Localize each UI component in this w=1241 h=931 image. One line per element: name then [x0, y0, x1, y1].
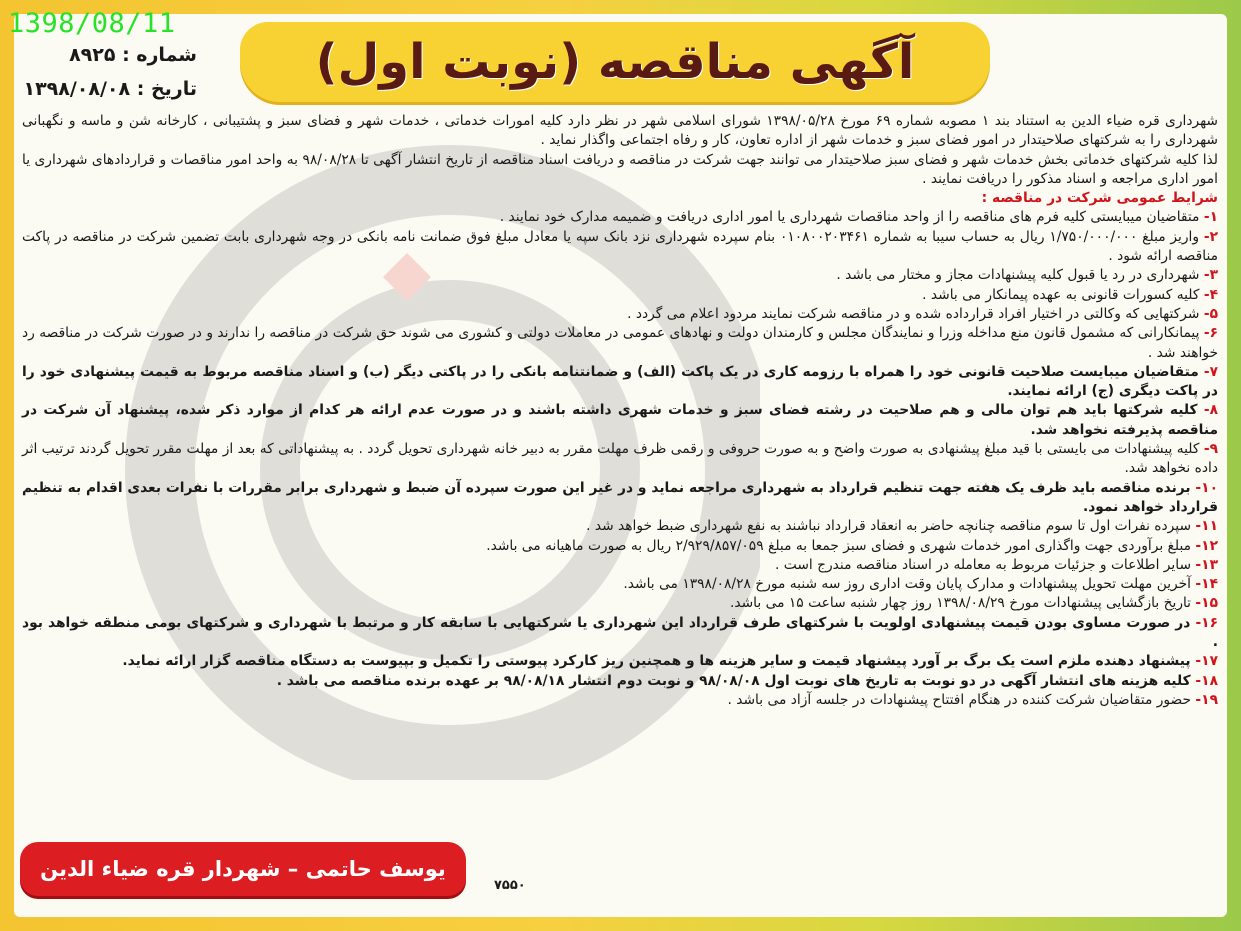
condition-item: [22, 652, 1218, 671]
condition-number: ۱۷-: [1195, 653, 1218, 670]
condition-item: [22, 672, 1218, 691]
conditions-title: شرایط عمومی شرکت در مناقصه :: [981, 190, 1218, 207]
signature-text: یوسف حاتمی – شهردار قره ضیاء الدین: [40, 857, 446, 881]
condition-text: متقاضیان میبایست صلاحیت قانونی خود را همراه با رزومه کاری در یک پاکت (الف) و ضمانتنامه بانکی را در پاکتی دیگر (ب) و اسناد مناقصه مربوط به قیمت پیشنهادی خود را در پاکت دیگری (ج) ارائه نمایند.: [22, 363, 1218, 400]
condition-text: کلیه هزینه های انتشار آگهی در دو نوبت به تاریخ های نوبت اول ۹۸/۰۸/۰۸ و نوبت دوم انتشار ۹۸/۰۸/۱۸ بر عهده برنده مناقصه می باشد .: [276, 672, 1191, 689]
intro-paragraph: لذا کلیه شرکتهای خدماتی بخش خدمات شهر و فضای سبز صلاحیتدار می توانند جهت شرکت در مناقصه و دریافت اسناد مناقصه از تاریخ انتشار آگهی تا ۹۸/۰۸/۲۸ به واحد امور مناقصات و قراردادهای شهرداری یا امور اداری مراجعه و اسناد مذکور را دریافت نمایند .: [22, 151, 1218, 187]
condition-text: شهرداری در رد یا قبول کلیه پیشنهادات مجاز و مختار می باشد .: [836, 267, 1200, 284]
condition-text: کلیه شرکتها باید هم توان مالی و هم صلاحیت در رشته فضای سبز و خدمات شهری داشته باشند و در صورت عدم ارائه هر کدام از موارد ذکر شده، پیشنهاد آن شرکت در مناقصه پذیرفته نخواهد شد.: [22, 402, 1218, 438]
condition-number: ۹-: [1203, 441, 1218, 458]
condition-item: [22, 517, 1218, 536]
condition-number: ۱۲-: [1195, 537, 1218, 554]
condition-item: [22, 228, 1218, 267]
condition-item: [22, 363, 1218, 402]
condition-item: [22, 401, 1218, 440]
condition-item: [22, 556, 1218, 575]
condition-number: ۴-: [1203, 286, 1218, 303]
condition-item: [22, 691, 1218, 710]
condition-item: [22, 208, 1218, 227]
condition-number: ۸-: [1203, 402, 1218, 419]
condition-number: ۵-: [1203, 305, 1218, 322]
title-banner: [240, 22, 990, 102]
condition-item: [22, 614, 1218, 653]
condition-text: سپرده نفرات اول تا سوم مناقصه چنانچه حاضر به انعقاد قرارداد نباشند به نفع شهرداری ضبط خواهد شد .: [586, 518, 1192, 535]
condition-number: ۱-: [1203, 209, 1218, 226]
condition-text: کلیه کسورات قانونی به عهده پیمانکار می باشد .: [922, 286, 1200, 303]
condition-item: [22, 537, 1218, 556]
intro-paragraph: شهرداری قره ضیاء الدین به استناد بند ۱ مصوبه شماره ۶۹ مورخ ۱۳۹۸/۰۵/۲۸ شورای اسلامی شهر در نظر دارد کلیه امورات خدماتی ، خدمات شهر و فضای سبز و پشتیبانی ، کارخانه شن و ماسه و نگهبانی شهرداری را به شرکتهای صلاحیتدار در امور فضای سبز و خدمات شهر از اداره تعاون، کار و رفاه اجتماعی واگذار نماید .: [22, 113, 1218, 149]
condition-text: واریز مبلغ ۱/۷۵۰/۰۰۰/۰۰۰ ریال به حساب سیبا به شماره ۰۱۰۸۰۰۲۰۳۴۶۱ بنام سپرده شهرداری نزد بانک سپه یا معادل مبلغ فوق ضمانت نامه بانکی در وجه شهرداری بابت تضمین شرکت در مناقصه در پاکت مناقصه ارائه شود .: [22, 228, 1218, 265]
ad-body: [22, 112, 1218, 710]
condition-number: ۶-: [1203, 325, 1219, 342]
condition-number: ۱۰-: [1195, 479, 1218, 496]
ad-code: ۷۵۵۰: [494, 878, 526, 893]
condition-number: ۱۸-: [1195, 672, 1218, 689]
condition-text: متقاضیان میبایستی کلیه فرم های مناقصه را از واحد مناقصات شهرداری یا امور اداری دریافت و ضمیمه مدارک خود نمایند .: [499, 209, 1200, 226]
condition-text: آخرین مهلت تحویل پیشنهادات و مدارک پایان وقت اداری روز سه شنبه مورخ ۱۳۹۸/۰۸/۲۸ می باشد.: [623, 576, 1192, 593]
condition-item: [22, 594, 1218, 613]
ad-number: شماره : ۸۹۲۵: [69, 44, 197, 66]
ad-meta: [23, 38, 197, 106]
condition-number: ۱۱-: [1195, 518, 1218, 535]
condition-text: برنده مناقصه باید ظرف یک هفته جهت تنظیم قرارداد به شهرداری مراجعه نماید و در غیر این صورت سپرده آن ضبط و شهرداری برابر مقررات با نفرات بعدی اقدام به تنظیم قرارداد خواهد نمود.: [22, 479, 1218, 515]
condition-text: پیشنهاد دهنده ملزم است یک برگ بر آورد پیشنهاد قیمت و سایر هزینه ها و همچنین ریز کارکرد پیوستی را تکمیل و بپیوست به دستگاه مناقصه گزار ارائه نماید.: [122, 653, 1191, 670]
condition-text: شرکتهایی که وکالتی در اختیار افراد قرارداده شده و در مناقصه شرکت نمایند مردود اعلام می گردد .: [627, 305, 1200, 322]
condition-item: [22, 324, 1218, 363]
condition-item: [22, 575, 1218, 594]
signature-banner: [20, 842, 466, 896]
condition-text: کلیه پیشنهادات می بایستی با قید مبلغ پیشنهادی به صورت واضح و به صورت حروفی و رقمی ظرف مهلت مقرر به دبیر خانه شهرداری تحویل گردد . به پیشنهاداتی که بعد از مهلت مقرر تحویل گردند ترتیب اثر داده نخواهد شد.: [22, 441, 1218, 477]
condition-text: حضور متقاضیان شرکت کننده در هنگام افتتاح پیشنهادات در جلسه آزاد می باشد .: [727, 691, 1192, 708]
condition-item: [22, 479, 1218, 518]
scan-date-stamp: 1398/08/11: [8, 8, 176, 39]
condition-text: تاریخ بازگشایی پیشنهادات مورخ ۱۳۹۸/۰۸/۲۹ روز چهار شنبه ساعت ۱۵ می باشد.: [729, 595, 1192, 612]
condition-number: ۷-: [1203, 363, 1218, 380]
condition-text: پیمانکارانی که مشمول قانون منع مداخله وزرا و نمایندگان مجلس و کارمندان دولت و نهادهای عمومی در معاملات دولتی و کشوری می شوند حق شرکت در مناقصه را ندارند و در صورت شرکت در مناقصه رد خواهند شد .: [22, 325, 1218, 361]
condition-item: [22, 266, 1218, 285]
condition-text: در صورت مساوی بودن قیمت پیشنهادی اولویت با شرکتهای طرف قرارداد این شهرداری یا شرکتهایی با سابقه کار و مرتبط با شهرداری و شرکتهای بومی منطقه خواهد بود .: [22, 614, 1218, 651]
condition-number: ۲-: [1203, 228, 1218, 245]
condition-number: ۱۴-: [1195, 576, 1218, 593]
ad-date: تاریخ : ۱۳۹۸/۰۸/۰۸: [23, 78, 197, 100]
condition-number: ۱۹-: [1195, 691, 1218, 708]
condition-number: ۱۶-: [1195, 614, 1219, 631]
condition-number: ۱۵-: [1195, 595, 1218, 612]
condition-item: [22, 305, 1218, 324]
ad-title: آگهی مناقصه (نوبت اول): [315, 34, 915, 90]
condition-item: [22, 286, 1218, 305]
condition-number: ۱۳-: [1195, 556, 1218, 573]
condition-text: مبلغ برآوردی جهت واگذاری امور خدمات شهری و فضای سبز جمعا به مبلغ ۲/۹۲۹/۸۵۷/۰۵۹ ریال به صورت ماهیانه می باشد.: [486, 537, 1192, 554]
condition-number: ۳-: [1203, 267, 1218, 284]
condition-item: [22, 440, 1218, 479]
condition-text: سایر اطلاعات و جزئیات مربوط به معامله در اسناد مناقصه مندرج است .: [775, 556, 1192, 573]
